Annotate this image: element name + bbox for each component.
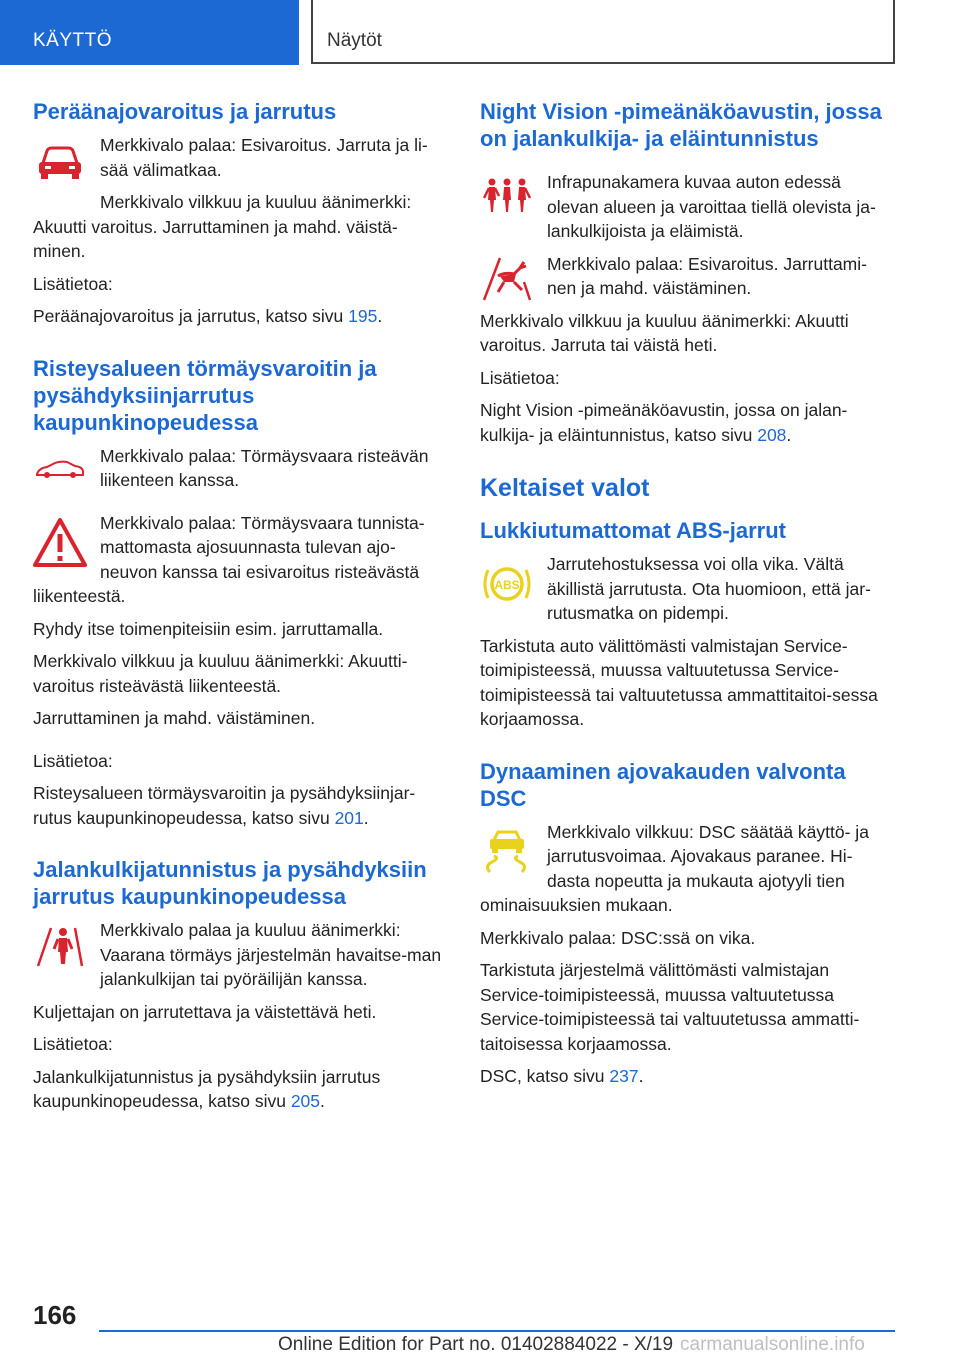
more-info-label: Lisätietoa: — [33, 750, 113, 771]
reference: Peräänajovaroitus ja jarrutus, katso sivu 195. — [33, 306, 383, 326]
paragraph: Merkkivalo vilkkuu ja kuuluu äänimerkki: Akuutti varoitus. Jarruta tai väistä heti. — [480, 310, 849, 355]
section-title-dsc: Dynaaminen ajovakauden valvonta DSC — [480, 758, 846, 811]
section-title-abs: Lukkiutumattomat ABS-jarrut — [480, 518, 786, 543]
yellow-lights-title: Keltaiset valot — [480, 474, 650, 502]
warning-entry — [480, 552, 895, 626]
warning-entry — [33, 444, 448, 493]
reference: Night Vision -pimeänäköavustin, jossa on jalan-kulkija- ja eläintunnistus, katso sivu 208. — [480, 400, 848, 445]
paragraph: Jarrutehostuksessa voi olla vika. Vältä äkillistä jarrutusta. Ota huomioon, että jar-rutusmatka on pidempi. — [547, 554, 871, 623]
watermark: carmanualsonline.info — [680, 1334, 865, 1355]
footer-divider — [99, 1330, 895, 1332]
section-tab — [311, 0, 895, 64]
paragraph: Merkkivalo palaa: Esivaroitus. Jarruta ja li-sää välimatkaa. — [100, 135, 428, 180]
warning-entry — [33, 511, 448, 585]
chapter-tab — [0, 0, 299, 65]
paragraph: Tarkistuta järjestelmä välittömästi valmistajan Service-toimipisteessä, muussa valtuutetussa Service-toimipisteessä tai valtuutetussa ammatti-taitoisessa korjaamossa. — [480, 960, 860, 1054]
page-link-201[interactable]: 201 — [334, 807, 364, 828]
pedestrian-warning-icon — [33, 918, 87, 970]
section-label: Näytöt — [327, 30, 382, 51]
paragraph: Infrapunakamera kuvaa auton edessä olevan alueen ja varoittaa tiellä olevista ja-lankulkijoista ja eläimistä. — [547, 172, 876, 241]
section-title-pedestrian-detection: Jalankulkijatunnistus ja pysähdyksiin jarrutus kaupunkinopeudessa — [33, 857, 427, 909]
paragraph: Kuljettajan on jarrutettava ja väistettävä heti. — [33, 1001, 377, 1022]
paragraph: Merkkivalo vilkkuu ja kuuluu äänimerkki: Akuutti-varoitus risteävästä liikenteestä. — [33, 651, 408, 696]
reference: Jalankulkijatunnistus ja pysähdyksiin jarrutus kaupunkinopeudessa, katso sivu 205. — [33, 1066, 381, 1111]
paragraph: Merkkivalo vilkkuu ja kuuluu äänimerkki: — [100, 192, 412, 212]
chapter-label: KÄYTTÖ — [33, 30, 113, 51]
paragraph: Tarkistuta auto välittömästi valmistajan Service-toimipisteessä, muussa valtuutetussa Service-toimipisteessä tai valtuutetussa ammattitaitoi-sessa korjaamossa. — [480, 635, 878, 729]
warning-entry — [33, 918, 448, 992]
paragraph: Merkkivalo palaa: Törmäysvaara risteävän liikenteen kanssa. — [100, 445, 429, 490]
paragraph: Jarruttaminen ja mahd. väistäminen. — [33, 708, 316, 728]
left-column — [33, 98, 448, 1122]
right-column — [480, 98, 895, 1097]
warning-entry — [33, 133, 448, 215]
dsc-skidding-car-icon — [480, 826, 534, 878]
car-collision-warning-icon — [33, 133, 87, 185]
reference: Risteysalueen törmäysvaroitin ja pysähdyksiinjar-rutus kaupunkinopeudessa, katso sivu 201. — [33, 783, 416, 828]
more-info-label: Lisätietoa: — [33, 1034, 113, 1054]
page-link-195[interactable]: 195 — [348, 306, 378, 326]
more-info-label: Lisätietoa: — [33, 273, 113, 294]
section-title-crossroad-warning: Risteysalueen törmäysvaroitin ja pysähdyksiinjarrutus kaupunkinopeudessa — [33, 355, 377, 435]
warning-triangle-icon — [33, 517, 87, 569]
edition-text: Online Edition for Part no. 01402884022 - X/19 — [278, 1334, 674, 1355]
warning-entry — [480, 252, 895, 301]
paragraph: liikenteestä. — [33, 586, 126, 606]
page-number: 166 — [33, 1300, 77, 1330]
svg-text:ABS: ABS — [494, 578, 520, 592]
paragraph: Merkkivalo palaa: DSC:ssä on vika. — [480, 927, 756, 948]
reference: DSC, katso sivu 237. — [480, 1066, 644, 1086]
warning-entry — [480, 820, 895, 894]
more-info-label: Lisätietoa: — [480, 367, 560, 388]
paragraph: Akuutti varoitus. Jarruttaminen ja mahd. väistä-minen. — [33, 216, 398, 261]
paragraph: Merkkivalo palaa ja kuuluu äänimerkki: Vaarana törmäys järjestelmän havaitse-man jalankulkijan tai pyöräilijän kanssa. — [100, 920, 442, 989]
paragraph: Merkkivalo palaa: Törmäysvaara tunnista-mattomasta ajosuunnasta tulevan ajo-neuvon kanssa tai esivaroitus risteävästä — [100, 512, 425, 582]
page-link-205[interactable]: 205 — [290, 1091, 321, 1111]
section-title-night-vision: Night Vision -pimeänäköavustin, jossa on jalankulkija- ja eläintunnistus — [480, 99, 882, 151]
paragraph: Ryhdy itse toimenpiteisiin esim. jarruttamalla. — [33, 618, 384, 639]
paragraph: Merkkivalo palaa: Esivaroitus. Jarruttami-nen ja mahd. väistäminen. — [547, 253, 867, 298]
paragraph: ominaisuuksien mukaan. — [480, 895, 673, 915]
abs-icon — [480, 558, 534, 610]
page-link-208[interactable]: 208 — [757, 424, 787, 445]
crossing-car-icon — [33, 444, 87, 496]
page-link-237[interactable]: 237 — [609, 1066, 639, 1086]
section-title-rear-end-warning: Peräänajovaroitus ja jarrutus — [33, 99, 337, 124]
pedestrians-icon — [480, 170, 534, 222]
paragraph: Merkkivalo vilkkuu: DSC säätää käyttö- ja jarrutusvoimaa. Ajovakaus paranee. Hi-dasta nopeutta ja mukauta ajotyyli tien — [547, 821, 869, 891]
animal-warning-icon — [480, 252, 534, 304]
info-entry — [480, 170, 895, 244]
